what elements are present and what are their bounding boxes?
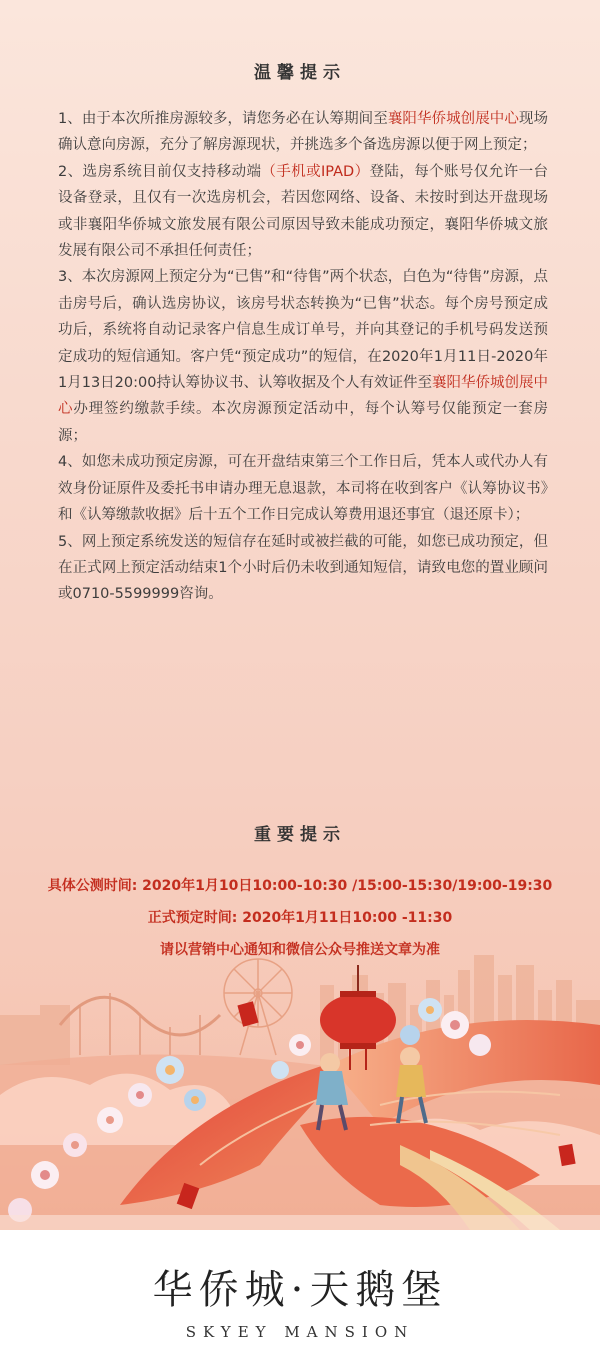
tip-2-highlight: （手机或IPAD）: [261, 163, 370, 180]
tip-1-text-c: 现场确认意向房源，充分了解房源现状，并挑选多个备选房源以便于网上预定；: [58, 111, 549, 154]
tip-item-1: [58, 106, 548, 159]
tips-body: [58, 106, 548, 608]
brand-footer: [0, 1230, 600, 1371]
brand-name-cn: 华侨城·天鹅堡: [152, 1267, 448, 1313]
test-time-line: 具体公测时间: 2020年1月10日10:00-10:30 /15:00-15:30/19:00-19:30: [47, 878, 553, 894]
tip-3-text-a: 3、本次房源网上预定分为“已售”和“待售”两个状态，白色为“待售”房源，点击房号后，确认选房协议，该房号状态转换为“已售”状态。每个房号预定成功后，系统将自动记录客户信息生成订单号，并向其登记的手机号码发送预定成功的短信通知。客户凭“预定成功”的短信，在2020年1月11日-2020年1月13日20:00持认筹协议书、认筹收据及个人有效证件至: [58, 269, 548, 392]
tip-2-text-c: 登陆，每个账号仅允许一台设备登录，且仅有一次选房机会，若因您网络、设备、未按时到达开盘现场或非襄阳华侨城文旅发展有限公司原因导致未能成功预定，襄阳华侨城文旅发展有限公司不承担任何责任；: [58, 163, 548, 260]
tip-1-highlight: 襄阳华侨城创展中心: [387, 111, 519, 127]
tip-3-highlight: 襄阳华侨城创展中心: [58, 375, 549, 418]
tips-title: 温馨提示: [254, 63, 346, 83]
festival-illustration: [0, 945, 600, 1230]
booking-time-line: 正式预定时间: 2020年1月11日10:00 -11:30: [147, 910, 453, 926]
brand-name-en: SKYEY MANSION: [185, 1323, 415, 1341]
tip-item-3: [58, 264, 548, 449]
tip-item-4: 4、如您未成功预定房源，可在开盘结束第三个工作日后，凭本人或代办人有效身份证原件及委托书申请办理无息退款，本司将在收到客户《认筹协议书》和《认筹缴款收据》后十五个工作日完成认筹费用退还事宜（退还原卡）；: [58, 454, 548, 524]
tip-2-text-a: 2、选房系统目前仅支持移动端: [58, 163, 262, 180]
important-title: 重要提示: [254, 825, 346, 845]
tip-item-5: 5、网上预定系统发送的短信存在延时或被拦截的可能，如您已成功预定，但在正式网上预定活动结束1个小时后仍未收到通知短信，请致电您的置业顾问或0710-5599999咨询。: [58, 533, 548, 603]
tip-3-text-c: 办理签约缴款手续。本次房源预定活动中，每个认筹号仅能预定一套房源；: [58, 401, 549, 444]
tip-1-text-a: 1、由于本次所推房源较多，请您务必在认筹期间至: [58, 111, 388, 127]
tip-item-2: [58, 159, 548, 265]
